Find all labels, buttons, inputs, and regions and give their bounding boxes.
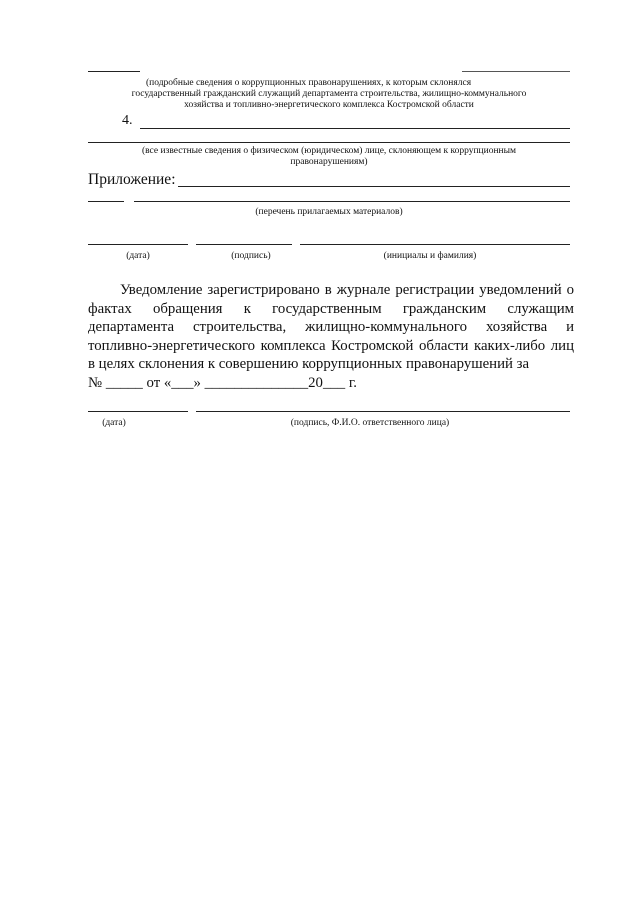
date-line <box>88 244 188 245</box>
signature-line <box>196 244 292 245</box>
appendix-line-2 <box>134 201 570 202</box>
appendix-label: Приложение: <box>88 171 176 188</box>
registration-paragraph: Уведомление зарегистрировано в журнале регистрации уведомлений о фактах обращения к государственным гражданским служащим департамента строительства, жилищно-коммунального хозяйства и топливно-энергетического комплекса Костромской области каких-либо лиц в целях склонения к совершению коррупционных правонарушений за <box>88 282 574 373</box>
attachments-caption: (перечень прилагаемых материалов) <box>255 207 403 217</box>
violations-caption-line3: хозяйства и топливно-энергетического комплекса Костромской области <box>184 100 474 110</box>
blank-line-top-right <box>462 71 570 72</box>
registration-block <box>88 281 574 393</box>
violations-caption-line1: (подробные сведения о коррупционных правонарушениях, к которым склонялся <box>146 78 472 88</box>
initials-caption: (инициалы и фамилия) <box>383 251 477 261</box>
person-caption-line1: (все известные сведения о физическом (юридическом) лице, склоняющем к коррупционным <box>141 146 517 156</box>
blank-line-top <box>88 71 140 72</box>
appendix-line <box>178 186 570 187</box>
person-caption-line2: правонарушениям) <box>290 157 368 167</box>
item-number: 4. <box>122 113 133 128</box>
date-caption: (дата) <box>126 251 150 261</box>
appendix-line-2-short <box>88 201 124 202</box>
person-line <box>88 142 570 143</box>
responsible-caption: (подпись, Ф.И.О. ответственного лица) <box>290 418 450 428</box>
signature-caption: (подпись) <box>231 251 271 261</box>
responsible-line <box>196 411 570 412</box>
initials-line <box>300 244 570 245</box>
violations-caption-line2: государственный гражданский служащий департамента строительства, жилищно-коммунального <box>131 89 527 99</box>
registration-number-line: № _____ от «___» ______________20___ г. <box>88 374 357 391</box>
date2-line <box>88 411 188 412</box>
date2-caption: (дата) <box>102 418 126 428</box>
item-4-line <box>140 128 570 129</box>
